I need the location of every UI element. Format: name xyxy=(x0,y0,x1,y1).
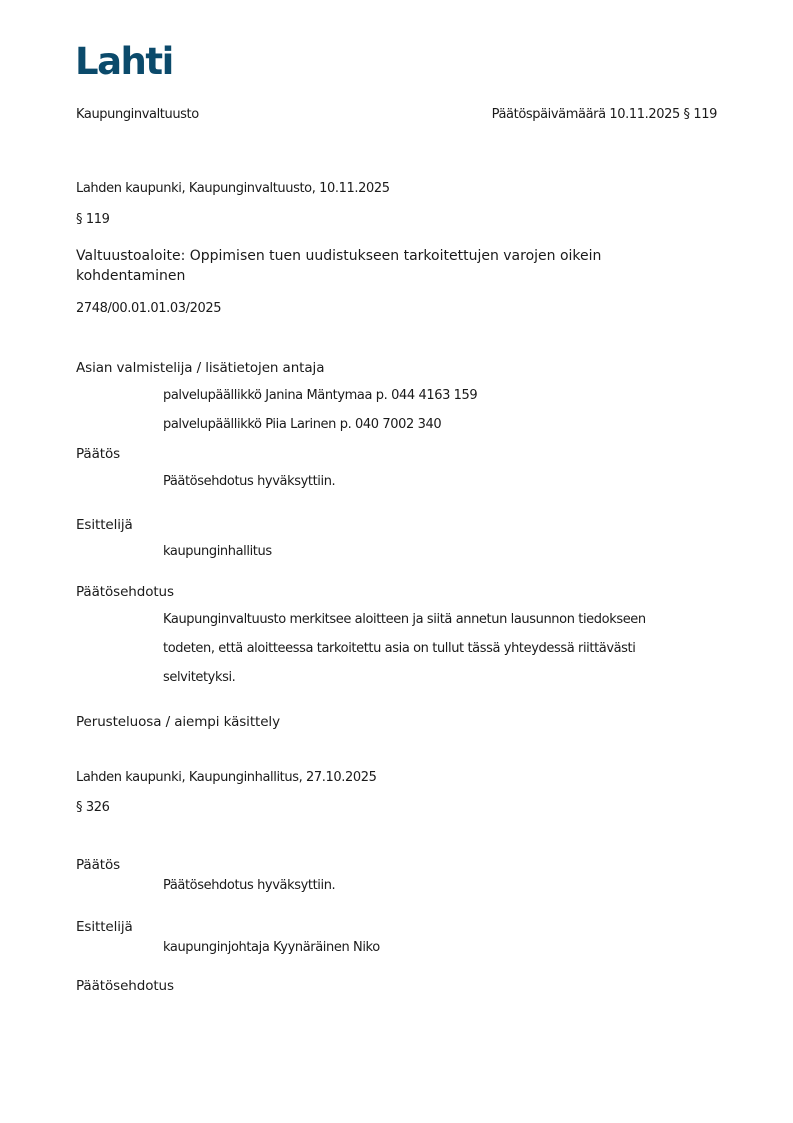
preparer-2: palvelupäällikkö Piia Larinen p. 040 7002 340 xyxy=(163,417,442,432)
previous-heading: Perusteluosa / aiempi käsittely xyxy=(76,714,280,730)
preparers-heading: Asian valmistelija / lisätietojen antaja xyxy=(76,360,325,376)
subject-title-line1: Valtuustoaloite: Oppimisen tuen uudistukseen tarkoitettujen varojen oikein xyxy=(76,248,602,264)
meeting-line: Lahden kaupunki, Kaupunginvaltuusto, 10.11.2025 xyxy=(76,181,390,196)
previous-presenter-text: kaupunginjohtaja Kyynäräinen Niko xyxy=(163,940,380,955)
previous-meeting-line: Lahden kaupunki, Kaupunginhallitus, 27.10.2025 xyxy=(76,770,377,785)
organ-name: Kaupunginvaltuusto xyxy=(76,107,199,122)
section-number: § 119 xyxy=(76,212,110,227)
previous-decision-text: Päätösehdotus hyväksyttiin. xyxy=(163,878,336,893)
lahti-logo: Lahti xyxy=(75,40,173,83)
record-number: 2748/00.01.01.03/2025 xyxy=(76,301,222,316)
subject-title-line2: kohdentaminen xyxy=(76,268,186,284)
previous-section-number: § 326 xyxy=(76,800,110,815)
presenter-heading: Esittelijä xyxy=(76,517,133,533)
proposal-line: selvitetyksi. xyxy=(163,670,236,685)
decision-heading: Päätös xyxy=(76,446,121,462)
proposal-heading: Päätösehdotus xyxy=(76,584,174,600)
proposal-line: Kaupunginvaltuusto merkitsee aloitteen ja siitä annetun lausunnon tiedokseen xyxy=(163,612,646,627)
proposal-line: todeten, että aloitteessa tarkoitettu asia on tullut tässä yhteydessä riittävästi xyxy=(163,641,636,656)
previous-proposal-heading: Päätösehdotus xyxy=(76,978,174,994)
preparer-1: palvelupäällikkö Janina Mäntymaa p. 044 4163 159 xyxy=(163,388,478,403)
presenter-text: kaupunginhallitus xyxy=(163,544,272,559)
previous-presenter-heading: Esittelijä xyxy=(76,919,133,935)
decision-date: Päätöspäivämäärä 10.11.2025 § 119 xyxy=(491,107,717,122)
decision-text: Päätösehdotus hyväksyttiin. xyxy=(163,474,336,489)
previous-decision-heading: Päätös xyxy=(76,857,121,873)
